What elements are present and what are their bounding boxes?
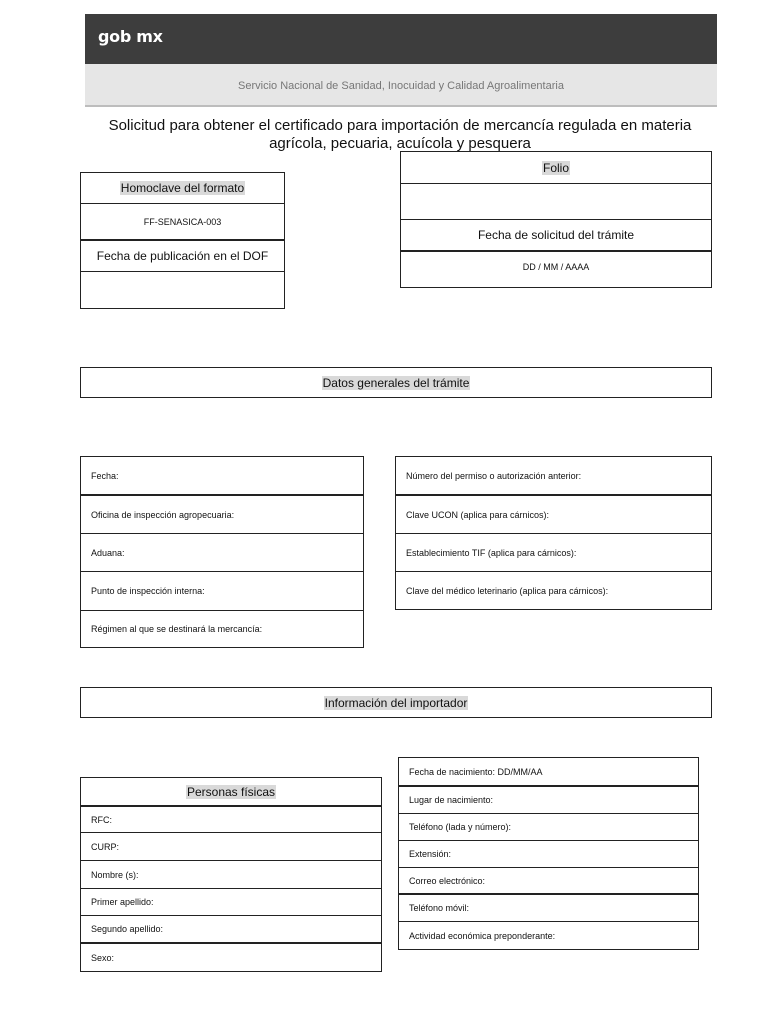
extension-field[interactable]: Extensión: [409, 849, 452, 859]
personas-fisicas-heading: Personas físicas [186, 784, 276, 799]
fecha-solicitud-label: Fecha de solicitud del trámite [477, 228, 635, 242]
importador-right-table [398, 757, 699, 950]
agency-name: Servicio Nacional de Sanidad, Inocuidad y Calidad Agroalimentaria [238, 80, 564, 92]
punto-inspeccion-field[interactable]: Punto de inspección interna: [91, 586, 205, 596]
oficina-inspeccion-field[interactable]: Oficina de inspección agropecuaria: [91, 509, 235, 520]
aduana-field[interactable]: Aduana: [91, 547, 125, 558]
datos-generales-title: Datos generales del trámite [322, 375, 470, 390]
top-bar [85, 14, 717, 64]
folio-label: Folio [542, 160, 569, 175]
format-info-box [80, 172, 285, 309]
telefono-movil-field[interactable]: Teléfono móvil: [409, 903, 470, 913]
rfc-field[interactable]: RFC: [91, 814, 112, 825]
actividad-economica-field[interactable]: Actividad económica preponderante: [409, 930, 556, 941]
datos-generales-header [80, 367, 712, 398]
clave-medico-field[interactable]: Clave del médico leterinario (aplica para cárnicos): [406, 585, 609, 596]
form-title: Solicitud para obtener el certificado para importación de mercancía regulada en materia agrícola, pecuaria, acuícola y pesquera [108, 117, 692, 152]
sexo-field[interactable]: Sexo: [91, 952, 115, 963]
nombre-field[interactable]: Nombre (s): [91, 869, 139, 880]
primer-apellido-field[interactable]: Primer apellido: [91, 897, 154, 907]
importador-title: Información del importador [324, 695, 468, 710]
lugar-nacimiento-field[interactable]: Lugar de nacimiento: [409, 795, 494, 805]
folio-field[interactable] [401, 184, 711, 219]
gob-mx-logo[interactable]: gob mx [98, 27, 163, 46]
fecha-solicitud-field[interactable]: DD / MM / AAAA [522, 262, 590, 272]
clave-ucon-field[interactable]: Clave UCON (aplica para cárnicos): [406, 509, 550, 520]
homoclave-value: FF-SENASICA-003 [143, 216, 222, 227]
datos-generales-right-table [395, 456, 712, 610]
datos-generales-left-table [80, 456, 364, 648]
importador-header [80, 687, 712, 718]
curp-field[interactable]: CURP: [91, 841, 120, 852]
segundo-apellido-field[interactable]: Segundo apellido: [91, 924, 164, 934]
telefono-field[interactable]: Teléfono (lada y número): [409, 822, 512, 832]
numero-permiso-field[interactable]: Número del permiso o autorización anterior: [406, 470, 582, 481]
personas-fisicas-table [80, 777, 382, 972]
fecha-field[interactable]: Fecha: [91, 470, 119, 481]
folio-box [400, 151, 712, 288]
correo-field[interactable]: Correo electrónico: [409, 875, 486, 886]
establecimiento-tif-field[interactable]: Establecimiento TIF (aplica para cárnicos): [406, 547, 577, 558]
regimen-field[interactable]: Régimen al que se destinará la mercancía: [91, 624, 263, 634]
fecha-dof-field[interactable] [81, 272, 284, 308]
fecha-dof-label: Fecha de publicación en el DOF [96, 249, 269, 263]
fecha-nacimiento-field[interactable]: Fecha de nacimiento: DD/MM/AA [409, 766, 543, 777]
homoclave-label: Homoclave del formato [120, 181, 245, 195]
